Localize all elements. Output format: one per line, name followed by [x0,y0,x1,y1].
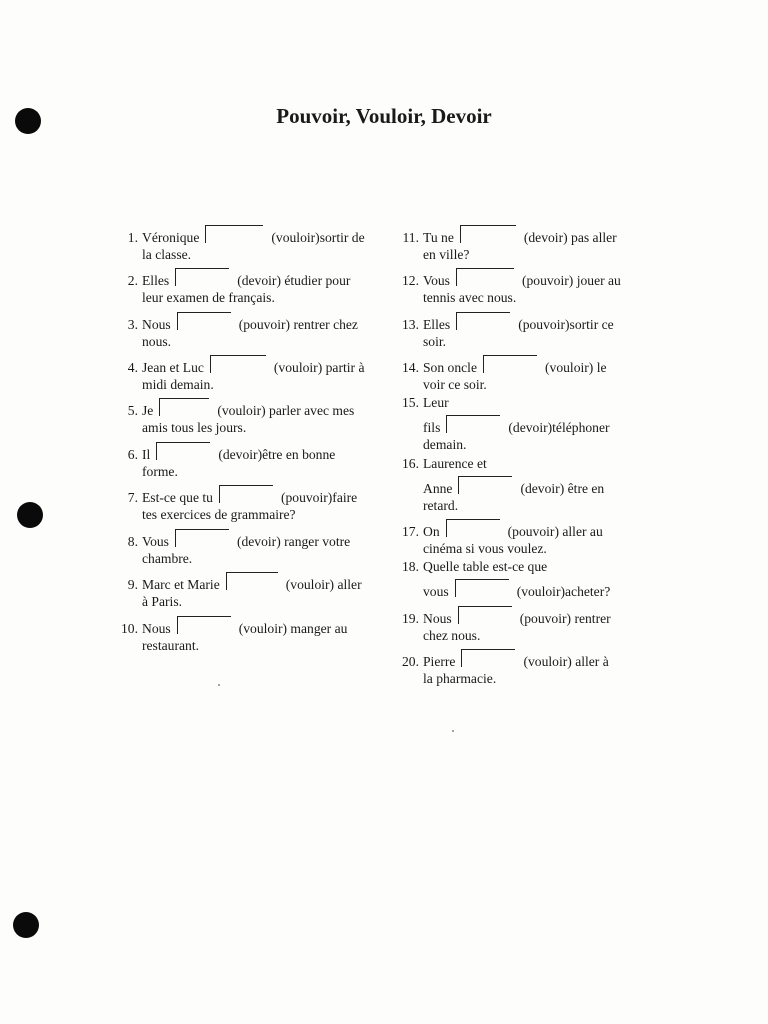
verb-hint: (devoir) étudier pour [237,273,351,288]
scan-speck [218,684,220,686]
sentence-start: Nous [142,317,171,332]
exercise-item [397,653,667,713]
answer-blank[interactable] [454,272,514,289]
exercise-item [397,558,667,618]
item-sentence [423,610,611,644]
sentence-start: Il [142,447,151,462]
sentence-start: Nous [142,621,171,636]
item-sentence [142,446,335,480]
item-number: 4. [127,360,138,375]
verb-hint: (vouloir)acheter? [516,584,611,599]
sentence-end: midi demain. [142,377,214,392]
verb-hint: (devoir)être en bonne [218,447,336,462]
sentence-start: Tu ne [423,230,454,245]
exercise-item [397,455,667,515]
item-number: 3. [127,317,138,332]
verb-hint: (vouloir) manger au [238,621,348,636]
sentence-start: Laurence et [423,456,487,471]
sentence-start: On [423,524,440,539]
item-sentence [142,359,365,393]
sentence-end: chambre. [142,551,193,566]
verb-hint: (devoir) ranger votre [236,534,351,549]
scan-speck [452,730,454,732]
verb-hint: (vouloir)sortir de [271,230,365,245]
verb-hint: (devoir) pas aller [523,230,617,245]
binder-hole-middle [17,502,43,528]
sentence-start: Leur [423,395,449,410]
answer-blank[interactable] [459,653,515,670]
answer-blank[interactable] [456,610,512,627]
sentence-end: nous. [142,334,172,349]
answer-blank[interactable] [453,583,509,600]
answer-blank[interactable] [456,480,512,497]
sentence-start: Quelle table est-ce que [423,559,548,574]
sentence-start: fils [423,420,441,435]
item-sentence [142,576,362,610]
answer-blank[interactable] [481,359,537,376]
verb-hint: (vouloir) aller à [523,654,609,669]
sentence-end: chez nous. [423,628,481,643]
item-number: 14. [402,360,419,375]
sentence-start: Elles [423,317,451,332]
sentence-end: soir. [423,334,447,349]
sentence-end: restaurant. [142,638,199,653]
answer-blank[interactable] [458,229,516,246]
item-number: 9. [127,577,138,592]
verb-hint: (vouloir) partir à [273,360,365,375]
answer-blank[interactable] [154,446,210,463]
sentence-start: Jean et Luc [142,360,204,375]
sentence-start: Pierre [423,654,456,669]
item-sentence [142,489,357,523]
sentence-end: la pharmacie. [423,671,497,686]
item-number: 2. [127,273,138,288]
item-number: 15. [402,395,419,410]
verb-hint: (pouvoir) rentrer [519,611,611,626]
sentence-end: amis tous les jours. [142,420,247,435]
exercise-item [116,620,386,680]
answer-blank[interactable] [444,523,500,540]
sentence-end: voir ce soir. [423,377,487,392]
sentence-start: Anne [423,481,453,496]
verb-hint: (devoir) être en [520,481,605,496]
answer-blank[interactable] [217,489,273,506]
exercise-item [397,394,667,454]
item-sentence [142,402,354,436]
verb-hint: (vouloir) parler avec mes [217,403,355,418]
item-sentence [142,272,350,306]
answer-blank[interactable] [173,272,229,289]
item-number: 17. [402,524,419,539]
sentence-end: leur examen de français. [142,290,275,305]
answer-blank[interactable] [224,576,278,593]
item-number: 1. [127,230,138,245]
verb-hint: (pouvoir)faire [280,490,358,505]
item-number: 7. [127,490,138,505]
item-number: 10. [121,621,138,636]
sentence-end: en ville? [423,247,470,262]
item-number: 11. [402,230,419,245]
item-sentence [423,394,610,453]
item-number: 6. [127,447,138,462]
answer-blank[interactable] [175,620,231,637]
sentence-end: tes exercices de grammaire? [142,507,296,522]
binder-hole-bottom [13,912,39,938]
item-number: 20. [402,654,419,669]
verb-hint: (vouloir) aller [285,577,362,592]
sentence-end: demain. [423,437,467,452]
item-sentence [423,316,614,350]
sentence-end: à Paris. [142,594,183,609]
item-sentence [142,316,358,350]
item-sentence [142,533,350,567]
sentence-start: Nous [423,611,452,626]
item-number: 16. [402,456,419,471]
item-number: 13. [402,317,419,332]
item-number: 19. [402,611,419,626]
sentence-start: vous [423,584,449,599]
sentence-end: retard. [423,498,459,513]
sentence-start: Elles [142,273,170,288]
sentence-start: Son oncle [423,360,477,375]
item-number: 12. [402,273,419,288]
answer-blank[interactable] [454,316,510,333]
sentence-start: Je [142,403,154,418]
verb-hint: (devoir)téléphoner [508,420,610,435]
answer-blank[interactable] [208,359,266,376]
sentence-start: Vous [423,273,450,288]
item-sentence [423,558,610,600]
item-number: 5. [127,403,138,418]
answer-blank[interactable] [175,316,231,333]
item-sentence [423,359,607,393]
item-sentence [142,229,365,263]
answer-blank[interactable] [157,402,209,419]
sentence-start: Vous [142,534,169,549]
verb-hint: (pouvoir)sortir ce [518,317,614,332]
sentence-end: la classe. [142,247,192,262]
answer-blank[interactable] [203,229,263,246]
item-sentence [423,272,621,306]
sentence-start: Véronique [142,230,200,245]
verb-hint: (pouvoir) rentrer chez [238,317,358,332]
item-sentence [142,620,347,654]
sentence-end: forme. [142,464,178,479]
answer-blank[interactable] [173,533,229,550]
item-sentence [423,229,617,263]
item-sentence [423,523,603,557]
sentence-start: Marc et Marie [142,577,220,592]
page-title: Pouvoir, Vouloir, Devoir [276,104,492,128]
item-sentence [423,653,609,687]
verb-hint: (pouvoir) jouer au [521,273,621,288]
item-sentence [423,455,604,514]
item-number: 8. [127,534,138,549]
verb-hint: (vouloir) le [545,360,607,375]
sentence-end: tennis avec nous. [423,290,517,305]
answer-blank[interactable] [444,419,500,436]
verb-hint: (pouvoir) aller au [507,524,603,539]
item-number: 18. [402,559,419,574]
sentence-start: Est-ce que tu [142,490,213,505]
sentence-end: cinéma si vous voulez. [423,541,547,556]
